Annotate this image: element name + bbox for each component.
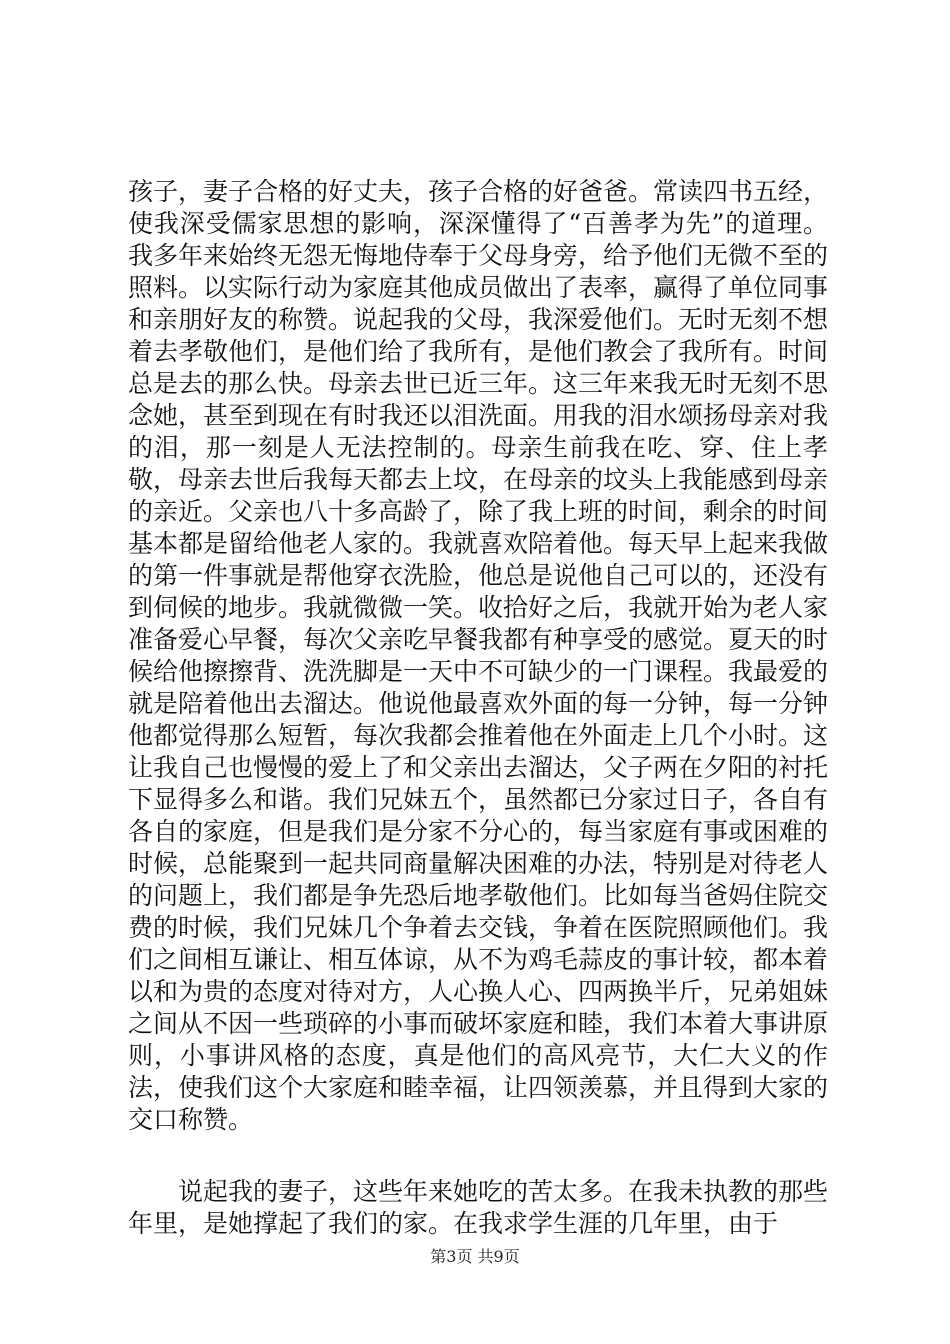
document-body	[128, 176, 828, 1240]
page-number-footer: 第3页 共9页	[430, 1247, 520, 1266]
paragraph-filial-piety: 孩子，妻子合格的好丈夫，孩子合格的好爸爸。常读四书五经，使我深受儒家思想的影响，深深懂得了“百善孝为先”的道理。我多年来始终无怨无悔地侍奉于父母身旁，给予他们无微不至的照料。以实际行动为家庭其他成员做出了表率，赢得了单位同事和亲朋好友的称赞。说起我的父母，我深爱他们。无时无刻不想着去孝敬他们，是他们给了我所有，是他们教会了我所有。时间总是去的那么快。母亲去世已近三年。这三年来我无时无刻不思念她，甚至到现在有时我还以泪洗面。用我的泪水颂扬母亲对我的泪，那一刻是人无法控制的。母亲生前我在吃、穿、住上孝敬，母亲去世后我每天都去上坟，在母亲的坟头上我能感到母亲的亲近。父亲也八十多高龄了，除了我上班的时间，剩余的时间基本都是留给他老人家的。我就喜欢陪着他。每天早上起来我做的第一件事就是帮他穿衣洗脸，他总是说他自己可以的，还没有到伺候的地步。我就微微一笑。收拾好之后，我就开始为老人家准备爱心早餐，每次父亲吃早餐我都有种享受的感觉。夏天的时候给他擦擦背、洗洗脚是一天中不可缺少的一门课程。我最爱的就是陪着他出去溜达。他说他最喜欢外面的每一分钟，每一分钟他都觉得那么短暂，每次我都会推着他在外面走上几个小时。这让我自己也慢慢的爱上了和父亲出去溜达，父子两在夕阳的衬托下显得多么和谐。我们兄妹五个，虽然都已分家过日子，各自有各自的家庭，但是我们是分家不分心的，每当家庭有事或困难的时候，总能聚到一起共同商量解决困难的办法，特别是对待老人的问题上，我们都是争先恐后地孝敬他们。比如每当爸妈住院交费的时候，我们兄妹几个争着去交钱，争着在医院照顾他们。我们之间相互谦让、相互体谅，从不为鸡毛蒜皮的事计较，都本着以和为贵的态度对待对方，人心换人心、四两换半斤，兄弟姐妹之间从不因一些琐碎的小事而破坏家庭和睦，我们本着大事讲原则，小事讲风格的态度，真是他们的高风亮节，大仁大义的作法，使我们这个大家庭和睦幸福，让四领羡慕，并且得到大家的交口称赞。	[128, 177, 829, 1134]
paragraph-wife: 说起我的妻子，这些年来她吃的苦太多。在我未执教的那些年里，是她撑起了我们的家。在我求学生涯的几年里，由于	[128, 1177, 829, 1238]
